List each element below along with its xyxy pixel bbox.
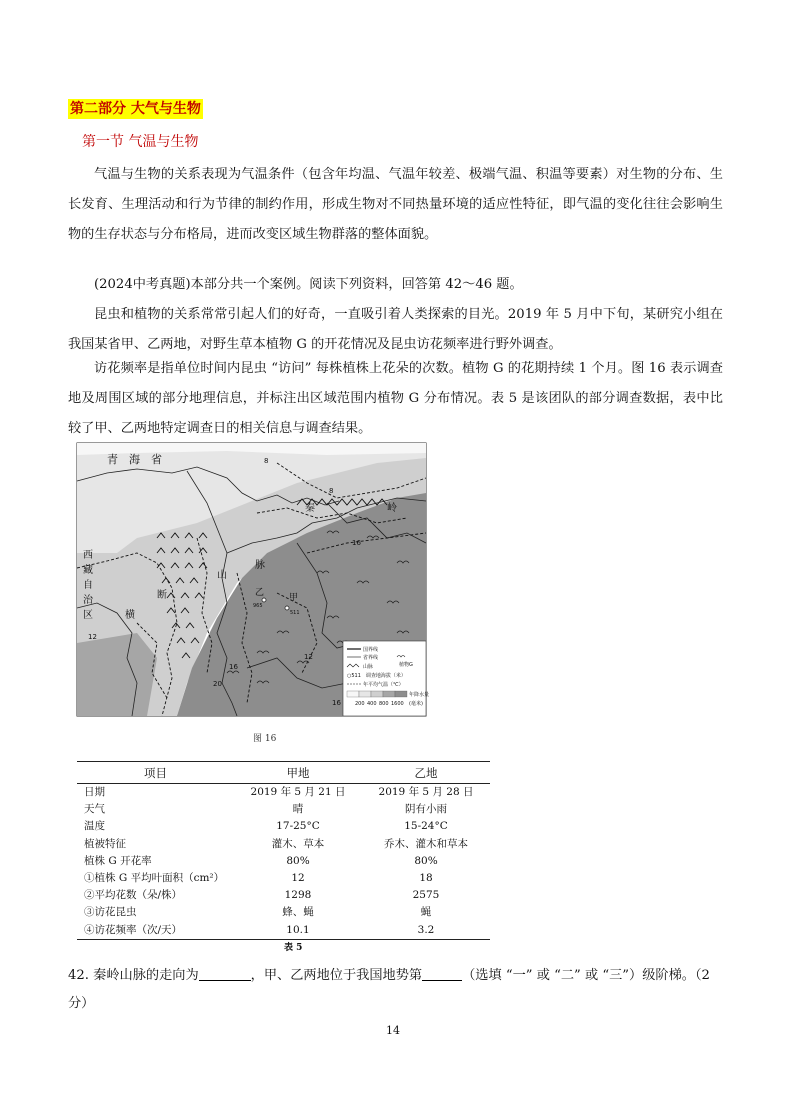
isotherm-label: 16 [352,539,361,547]
isotherm-label: 20 [213,680,222,688]
table-cell: 17-25°C [276,820,320,833]
intro-paragraph: 气温与生物的关系表现为气温条件（包含年均温、气温年较差、极端气温、积温等要素）对生物的分布、生长发育、生理活动和行为节律的制约作用，形成生物对不同热量环境的适应性特征，即气温的变化往往会影响生物的生存状态与分布格局，进而改变区域生物群落的整体面貌。 [68,167,723,242]
map-legend [343,641,429,716]
material-paragraph-2: 访花频率是指单位时间内昆虫 “访问” 每株植株上花朵的次数。植物 G 的花期持续 1 个月。图 16 表示调查地及周围区域的部分地理信息，并标注出区域范围内植物 G 分布情况。表 5 是该团队的部分调查数据，表中比较了甲、乙两地特定调查日的相关信息与调查结果。 [68,361,723,436]
table-cell: 2019 年 5 月 21 日 [250,786,346,798]
table-cell: 1298 [284,889,312,902]
question-42-text-1: 42. 秦岭山脉的走向为 [68,968,199,983]
isotherm-label: 16 [229,663,238,671]
table-row [77,853,490,870]
map-label-qin: 秦 [305,503,315,514]
table-cell: ④访花频率（次/天） [77,922,234,940]
map-label-tibet-2: 藏 [83,565,93,576]
table-cell: 植株 G 开花率 [84,854,152,867]
map-label-qinghai: 青 海 省 [107,453,162,466]
table-row [77,922,490,940]
table-header: 甲地 [234,762,362,784]
table-cell: 10.1 [234,922,362,940]
answer-blank-ladder[interactable] [422,966,462,981]
table-cell: 3.2 [362,922,490,940]
table-row [77,836,490,853]
table-cell: 2019 年 5 月 28 日 [378,786,474,798]
map-yi-elevation: 965 [253,603,263,609]
table-cell: 12 [291,872,305,885]
table-header: 项目 [77,762,234,784]
table-cell: 植被特征 [84,837,126,850]
map-label-tibet-1: 西 [83,550,93,561]
question-42-text-3: （选填 “一” 或 “二” 或 “三”）级阶梯。（2 分） [68,968,710,1011]
table-cell: 15-24°C [404,820,448,833]
table-row [77,784,490,802]
map-label-tibet-4: 治 [83,595,93,606]
table-cell: 灌木、草本 [271,837,325,850]
table-cell: ②平均花数（朵/株） [84,889,183,902]
material-paragraph-1: 昆虫和植物的关系常常引起人们的好奇，一直吸引着人类探索的目光。2019 年 5 月中下旬，某研究小组在我国某省甲、乙两地，对野生草本植物 G 的开花情况及昆虫访花频率进行野外调查。 [68,307,723,352]
map-label-tibet-3: 自 [83,580,93,591]
legend-precip-unit: (毫米) [409,701,423,707]
figure-16-map [77,443,430,716]
table-cell: 温度 [84,820,105,833]
map-label-shan: 山 [217,570,227,581]
isotherm-label: 16 [332,699,341,707]
legend-precip-tick: 1600 [391,701,404,707]
table-row [77,887,490,904]
map-label-ling: 岭 [387,503,397,514]
figure-caption: 图 16 [253,734,277,744]
table-row [77,904,490,921]
legend-precip-tick: 800 [379,701,389,707]
legend-precipitation: 年降水量 [409,692,430,698]
question-42-text-2: ，甲、乙两地位于我国地势第 [250,968,423,983]
isotherm-label: 12 [88,633,97,641]
legend-provincial-border: 省界线 [363,655,379,661]
table-cell: 晴 [292,803,304,816]
map-label-heng: 横 [125,610,135,621]
data-table [77,761,490,940]
section-title: 第一节 气温与生物 [82,134,199,150]
table-row [77,818,490,835]
legend-mountain: 山脉 [363,664,374,670]
table-cell: 蜂、蝇 [282,906,314,919]
table-cell: 18 [419,872,433,885]
table-cell: 2575 [412,889,440,902]
map-jia-elevation: 511 [290,610,300,616]
map-label-tibet-5: 区 [83,610,93,621]
legend-isotherm: 年平均气温（℃） [363,682,404,688]
legend-survey-point: ○511 调查地海拔（米） [347,673,406,679]
isotherm-label: 8 [264,457,269,465]
table-row [77,870,490,887]
legend-plant-g: 植物G [399,662,413,668]
table-cell: 80% [414,854,438,867]
table-cell: 80% [286,854,310,867]
question-42 [68,962,728,1018]
table-cell: 乔木、灌木和草本 [384,837,468,850]
map-label-yi: 乙 [255,588,265,598]
table-cell: ①植株 G 平均叶面积（cm²） [84,872,225,885]
table-cell: ③访花昆虫 [84,906,137,919]
table-row [77,801,490,818]
table-cell: 天气 [84,803,105,816]
map-label-duan: 断 [157,590,167,601]
table-cell: 蝇 [420,906,432,919]
map-label-jia: 甲 [289,593,299,603]
case-intro: (2024中考真题)本部分共一个案例。阅读下列资料，回答第 42～46 题。 [94,277,523,292]
isotherm-label: 12 [304,653,313,661]
answer-blank-direction[interactable] [199,966,251,981]
page-number: 14 [386,1024,400,1037]
isotherm-label: 8 [329,487,334,495]
table-caption: 表 5 [284,943,303,953]
table-header: 乙地 [362,762,490,784]
part-title: 第二部分 大气与生物 [70,101,201,117]
table-cell: 日期 [84,786,105,798]
table-cell: 阴有小雨 [405,803,447,816]
legend-precip-tick: 200 [355,701,365,707]
legend-national-border: 国界线 [363,647,379,653]
map-label-mai: 脉 [255,560,265,571]
legend-precip-tick: 400 [367,701,377,707]
